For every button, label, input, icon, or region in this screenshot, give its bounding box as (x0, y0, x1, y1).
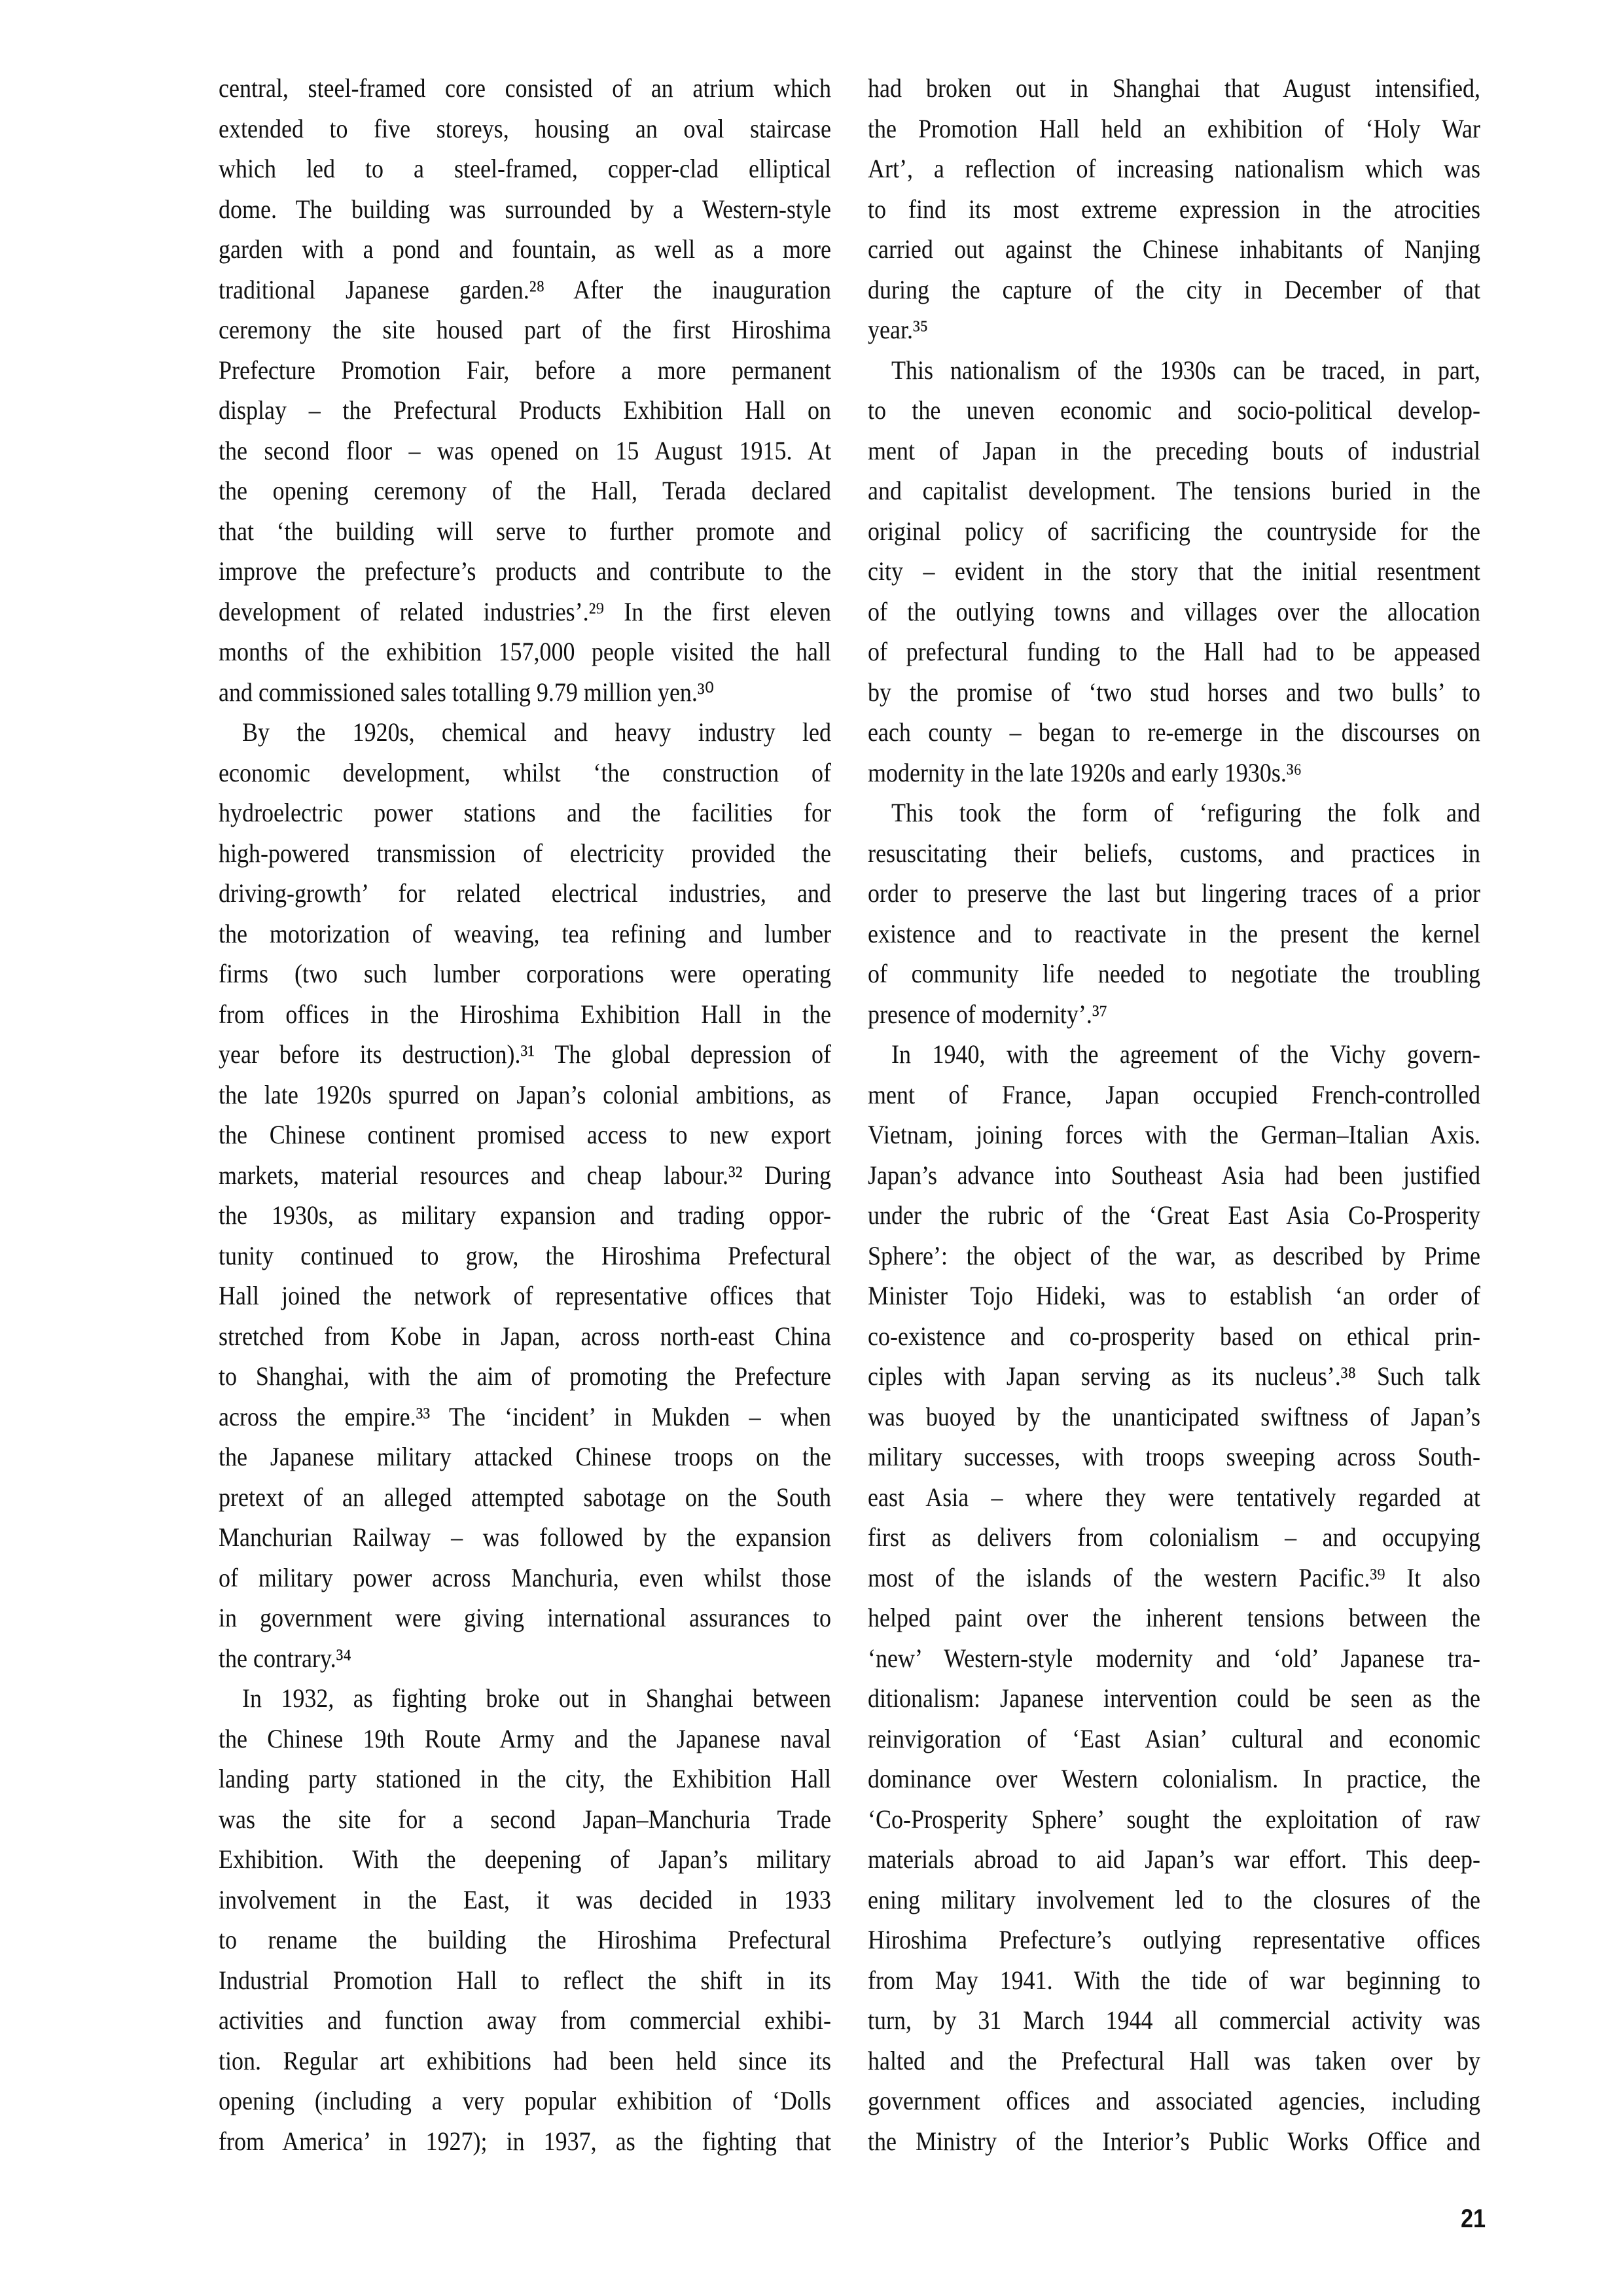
text-line: government offices and associated agencies, including (868, 2086, 1480, 2115)
text-line: and commissioned sales totalling 9.79 million yen.³⁰ (219, 677, 715, 707)
text-line: ditionalism: Japanese intervention could be seen as the (868, 1683, 1480, 1713)
text-line: Hiroshima Prefecture’s outlying representative offices (868, 1925, 1480, 1954)
text-line: the contrary.³⁴ (219, 1643, 351, 1673)
text-line: economic development, whilst ‘the construction of (219, 757, 831, 787)
text-line: This nationalism of the 1930s can be traced, in part, (891, 355, 1480, 385)
text-line: the Chinese continent promised access to new export (219, 1120, 831, 1149)
text-line: central, steel-framed core consisted of an atrium which (219, 73, 831, 103)
text-line: ment of Japan in the preceding bouts of industrial (868, 435, 1480, 465)
text-line: of military power across Manchuria, even whilst those (219, 1562, 831, 1592)
text-line: to rename the building the Hiroshima Prefectural (219, 1925, 831, 1954)
text-line: that ‘the building will serve to further promote and (219, 516, 831, 546)
text-line: dome. The building was surrounded by a Western-style (219, 194, 831, 224)
text-line: by the promise of ‘two stud horses and two bulls’ to (868, 677, 1480, 707)
paragraph (868, 68, 1480, 350)
text-line: materials abroad to aid Japan’s war effort. This deep- (868, 1844, 1480, 1874)
text-line: presence of modernity’.³⁷ (868, 999, 1108, 1029)
text-line: development of related industries’.²⁹ In the first eleven (219, 596, 831, 626)
text-line: In 1932, as fighting broke out in Shanghai between (242, 1683, 831, 1713)
text-line: original policy of sacrificing the countryside for the (868, 516, 1480, 546)
text-line: of prefectural funding to the Hall had to be appeased (868, 637, 1480, 666)
text-line: Prefecture Promotion Fair, before a more permanent (219, 355, 831, 385)
text-line: reinvigoration of ‘East Asian’ cultural and economic (868, 1723, 1480, 1753)
text-line: east Asia – where they were tentatively regarded at (868, 1482, 1480, 1512)
text-line: most of the islands of the western Pacific.³⁹ It also (868, 1562, 1480, 1592)
text-line: from America’ in 1927); in 1937, as the fighting that (219, 2126, 831, 2156)
text-line: resuscitating their beliefs, customs, and practices in (868, 838, 1480, 868)
text-line: hydroelectric power stations and the facilities for (219, 798, 831, 827)
text-line: By the 1920s, chemical and heavy industry led (242, 717, 831, 747)
text-column-left (219, 68, 831, 2161)
text-line: markets, material resources and cheap labour.³² During (219, 1160, 831, 1190)
text-line: months of the exhibition 157,000 people visited the hall (219, 637, 831, 666)
text-line: tion. Regular art exhibitions had been held since its (219, 2045, 831, 2075)
text-line: existence and to reactivate in the present the kernel (868, 918, 1480, 948)
text-line: the second floor – was opened on 15 August 1915. At (219, 435, 831, 465)
text-line: Sphere’: the object of the war, as described by Prime (868, 1240, 1480, 1270)
text-line: the Promotion Hall held an exhibition of ‘Holy War (868, 113, 1480, 143)
text-line: Vietnam, joining forces with the German–Italian Axis. (868, 1120, 1480, 1149)
text-line: and capitalist development. The tensions buried in the (868, 476, 1480, 505)
text-line: ‘new’ Western-style modernity and ‘old’ Japanese tra- (868, 1643, 1480, 1673)
text-line: high-powered transmission of electricity provided the (219, 838, 831, 868)
text-line: pretext of an alleged attempted sabotage on the South (219, 1482, 831, 1512)
text-line: order to preserve the last but lingering traces of a prior (868, 878, 1480, 908)
page-number: 21 (1461, 2204, 1486, 2233)
text-column-right (868, 68, 1480, 2161)
text-line: the Ministry of the Interior’s Public Works Office and (868, 2126, 1480, 2156)
text-line: from offices in the Hiroshima Exhibition Hall in the (219, 999, 831, 1029)
text-line: helped paint over the inherent tensions between the (868, 1603, 1480, 1632)
text-line: Minister Tojo Hideki, was to establish ‘an order of (868, 1281, 1480, 1310)
text-line: from May 1941. With the tide of war beginning to (868, 1965, 1480, 1995)
text-line: the late 1920s spurred on Japan’s colonial ambitions, as (219, 1079, 831, 1109)
text-line: military successes, with troops sweeping across South- (868, 1442, 1480, 1471)
text-line: city – evident in the story that the initial resentment (868, 556, 1480, 586)
text-line: in government were giving international assurances to (219, 1603, 831, 1632)
text-line: display – the Prefectural Products Exhibition Hall on (219, 395, 831, 425)
text-line: the opening ceremony of the Hall, Terada declared (219, 476, 831, 505)
text-line: extended to five storeys, housing an oval staircase (219, 113, 831, 143)
text-line: had broken out in Shanghai that August intensified, (868, 73, 1480, 103)
text-line: Industrial Promotion Hall to reflect the shift in its (219, 1965, 831, 1995)
text-line: each county – began to re-emerge in the discourses on (868, 717, 1480, 747)
text-line: stretched from Kobe in Japan, across north-east China (219, 1321, 831, 1351)
text-line: firms (two such lumber corporations were operating (219, 959, 831, 988)
text-line: under the rubric of the ‘Great East Asia Co-Prosperity (868, 1200, 1480, 1230)
text-line: the 1930s, as military expansion and trading oppor- (219, 1200, 831, 1230)
text-line: tunity continued to grow, the Hiroshima Prefectural (219, 1240, 831, 1270)
text-line: turn, by 31 March 1944 all commercial activity was (868, 2005, 1480, 2035)
paragraph (868, 793, 1480, 1034)
text-line: the motorization of weaving, tea refining and lumber (219, 918, 831, 948)
text-line: garden with a pond and fountain, as well as a more (219, 234, 831, 264)
text-line: improve the prefecture’s products and contribute to the (219, 556, 831, 586)
text-line: the Japanese military attacked Chinese troops on the (219, 1442, 831, 1471)
paragraph (868, 1034, 1480, 2161)
text-line: opening (including a very popular exhibition of ‘Dolls (219, 2086, 831, 2115)
paragraph (219, 1678, 831, 2161)
text-line: during the capture of the city in December of that (868, 274, 1480, 304)
text-line: modernity in the late 1920s and early 1930s.³⁶ (868, 757, 1302, 787)
text-line: carried out against the Chinese inhabitants of Nanjing (868, 234, 1480, 264)
text-line: first as delivers from colonialism – and occupying (868, 1522, 1480, 1552)
text-line: was buoyed by the unanticipated swiftness of Japan’s (868, 1401, 1480, 1431)
text-line: activities and function away from commercial exhibi- (219, 2005, 831, 2035)
text-line: year before its destruction).³¹ The global depression of (219, 1039, 831, 1069)
text-line: which led to a steel-framed, copper-clad elliptical (219, 154, 831, 183)
paragraph (219, 712, 831, 1678)
paragraph (219, 68, 831, 712)
text-line: across the empire.³³ The ‘incident’ in Mukden – when (219, 1401, 831, 1431)
text-line: Art’, a reflection of increasing nationalism which was (868, 154, 1480, 183)
text-line: to find its most extreme expression in the atrocities (868, 194, 1480, 224)
text-line: ‘Co-Prosperity Sphere’ sought the exploitation of raw (868, 1804, 1480, 1834)
text-line: landing party stationed in the city, the Exhibition Hall (219, 1764, 831, 1793)
text-line: dominance over Western colonialism. In practice, the (868, 1764, 1480, 1793)
text-line: ening military involvement led to the closures of the (868, 1884, 1480, 1914)
text-line: This took the form of ‘refiguring the folk and (891, 798, 1480, 827)
text-line: Exhibition. With the deepening of Japan’s military (219, 1844, 831, 1874)
text-line: of the outlying towns and villages over the allocation (868, 596, 1480, 626)
text-line: year.³⁵ (868, 315, 929, 344)
paragraph (868, 350, 1480, 793)
text-line: ciples with Japan serving as its nucleus’.³⁸ Such talk (868, 1361, 1480, 1391)
text-line: In 1940, with the agreement of the Vichy govern- (891, 1039, 1480, 1069)
text-line: traditional Japanese garden.²⁸ After the inauguration (219, 274, 831, 304)
text-line: the Chinese 19th Route Army and the Japanese naval (219, 1723, 831, 1753)
text-line: driving-growth’ for related electrical industries, and (219, 878, 831, 908)
text-line: Japan’s advance into Southeast Asia had been justified (868, 1160, 1480, 1190)
text-line: to the uneven economic and socio-political develop- (868, 395, 1480, 425)
text-line: ment of France, Japan occupied French-controlled (868, 1079, 1480, 1109)
text-line: ceremony the site housed part of the first Hiroshima (219, 315, 831, 344)
text-line: to Shanghai, with the aim of promoting the Prefecture (219, 1361, 831, 1391)
text-line: was the site for a second Japan–Manchuria Trade (219, 1804, 831, 1834)
text-line: Manchurian Railway – was followed by the expansion (219, 1522, 831, 1552)
text-line: co-existence and co-prosperity based on ethical prin- (868, 1321, 1480, 1351)
text-line: of community life needed to negotiate the troubling (868, 959, 1480, 988)
text-line: Hall joined the network of representative offices that (219, 1281, 831, 1310)
text-line: involvement in the East, it was decided in 1933 (219, 1884, 831, 1914)
text-line: halted and the Prefectural Hall was taken over by (868, 2045, 1480, 2075)
